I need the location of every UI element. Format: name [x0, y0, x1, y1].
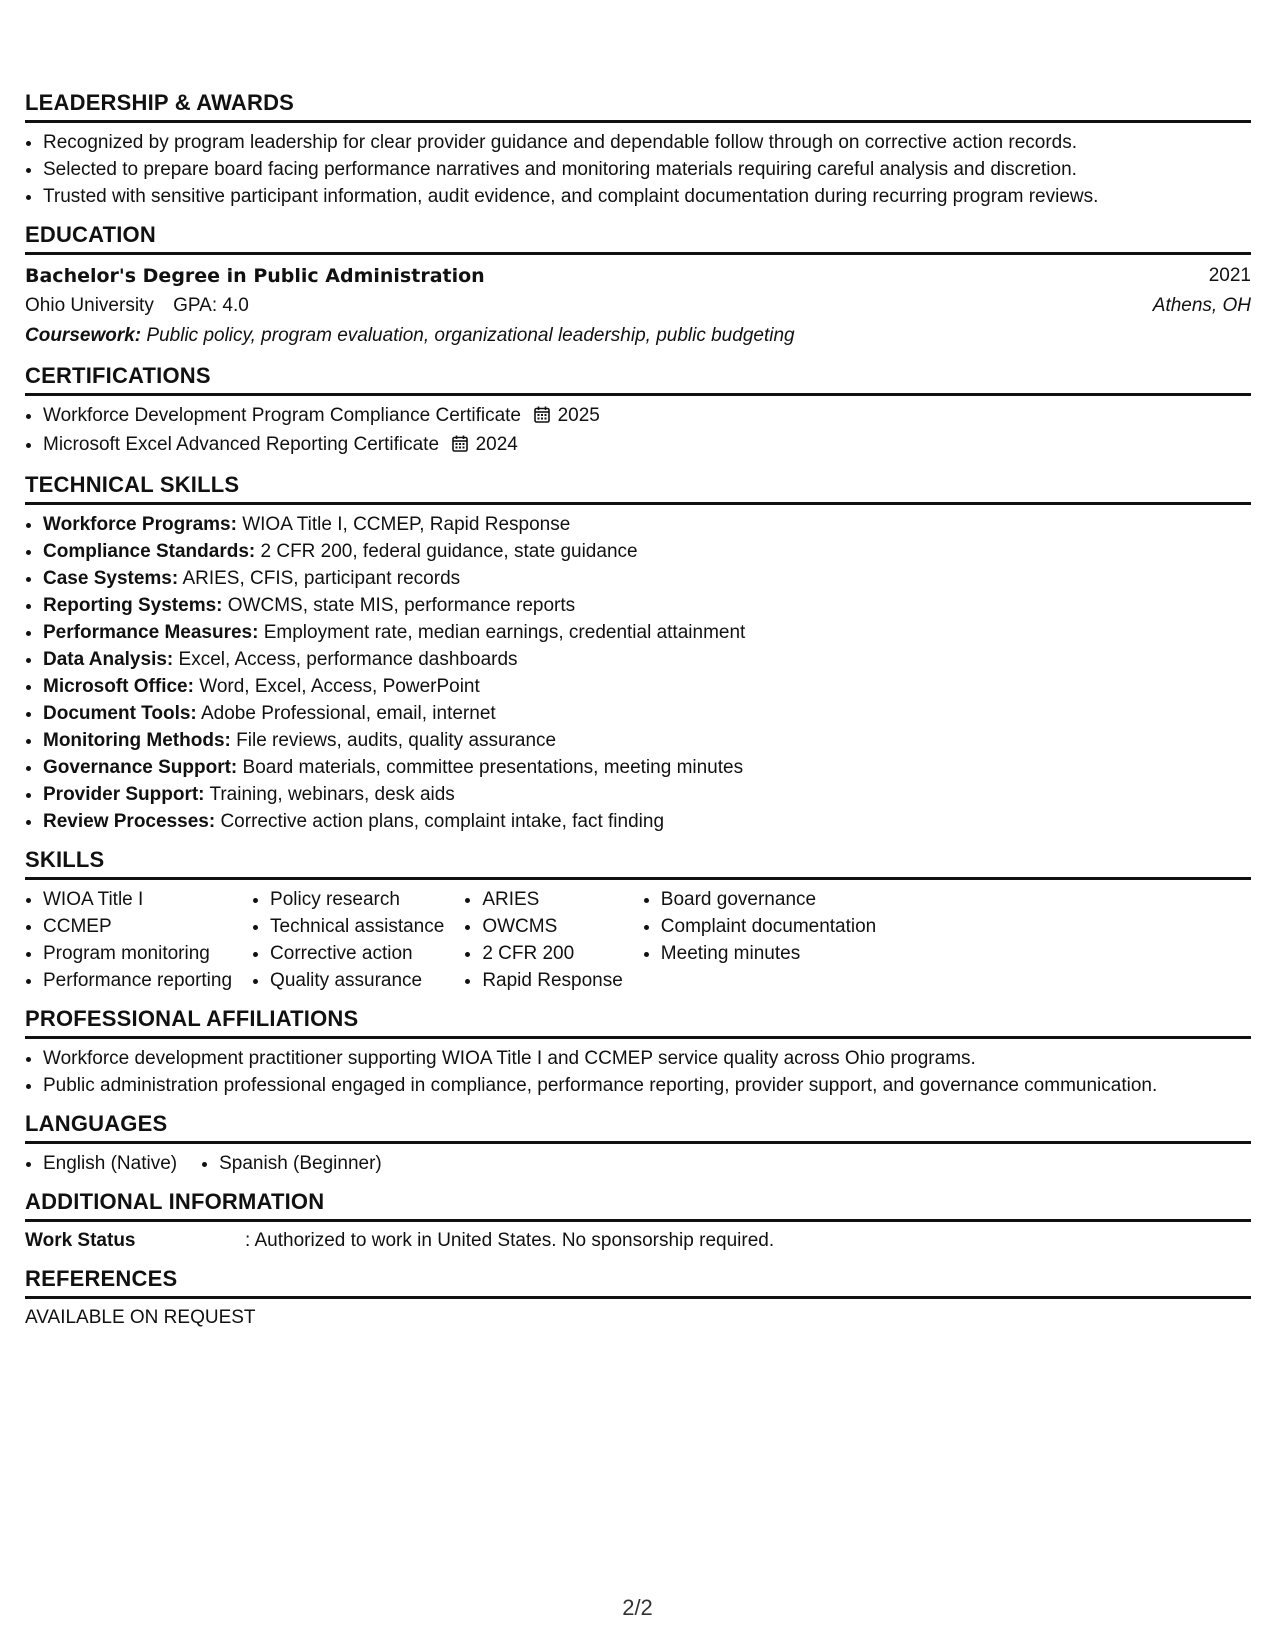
- list-item: • Trusted with sensitive participant information, audit evidence, and complaint documentation during recurring program reviews.: [43, 183, 1251, 210]
- skill-label: Governance Support:: [43, 757, 238, 778]
- list-item: • Workforce development practitioner supporting WIOA Title I and CCMEP service quality across Ohio programs.: [43, 1045, 1251, 1072]
- skill-value: Corrective action plans, complaint intake, fact finding: [220, 811, 665, 832]
- list-item: [43, 619, 1251, 646]
- certification-year: 2025: [557, 405, 600, 426]
- list-item: [43, 592, 1251, 619]
- education-school-row: [25, 291, 1251, 321]
- list-item: • WIOA Title I: [43, 886, 232, 913]
- skill-value: WIOA Title I, CCMEP, Rapid Response: [242, 514, 571, 535]
- skill-value: 2 CFR 200, federal guidance, state guidance: [260, 541, 638, 562]
- skills-column: [252, 886, 444, 994]
- certifications-section: [25, 363, 1251, 460]
- list-item: • Meeting minutes: [661, 940, 876, 967]
- list-item: [43, 754, 1251, 781]
- skill-value: Excel, Access, performance dashboards: [178, 649, 518, 670]
- language-column: [25, 1150, 177, 1177]
- list-item: • Quality assurance: [270, 967, 444, 994]
- list-item: • English (Native): [43, 1150, 177, 1177]
- skill-value: Employment rate, median earnings, credential attainment: [263, 622, 746, 643]
- coursework-label: Coursework:: [25, 325, 142, 346]
- certifications-list: [25, 402, 1251, 460]
- calendar-icon: [534, 404, 550, 431]
- section-title-technical-skills: TECHNICAL SKILLS: [25, 472, 1251, 505]
- list-item: • Program monitoring: [43, 940, 232, 967]
- list-item: • Recognized by program leadership for clear provider guidance and dependable follow through on corrective action records.: [43, 129, 1251, 156]
- skill-label: Data Analysis:: [43, 649, 174, 670]
- certification-item: [43, 402, 1251, 431]
- skills-column: [643, 886, 876, 994]
- section-title-affiliations: PROFESSIONAL AFFILIATIONS: [25, 1006, 1251, 1039]
- list-item: • Technical assistance: [270, 913, 444, 940]
- skill-value: Board materials, committee presentations, meeting minutes: [242, 757, 744, 778]
- skill-value: Adobe Professional, email, internet: [201, 703, 496, 724]
- education-year: 2021: [1208, 265, 1251, 286]
- section-title-languages: LANGUAGES: [25, 1111, 1251, 1144]
- list-item: • ARIES: [482, 886, 622, 913]
- list-item: • Performance reporting: [43, 967, 232, 994]
- list-item: • Public administration professional engaged in compliance, performance reporting, provider support, and governance communication.: [43, 1072, 1251, 1099]
- list-item: [43, 808, 1251, 835]
- skill-label: Performance Measures:: [43, 622, 259, 643]
- skill-label: Compliance Standards:: [43, 541, 256, 562]
- technical-skills-section: [25, 472, 1251, 835]
- list-item: [43, 727, 1251, 754]
- affiliations-section: [25, 1006, 1251, 1099]
- calendar-icon: [452, 433, 468, 460]
- list-item: • Spanish (Beginner): [219, 1150, 382, 1177]
- skill-label: Review Processes:: [43, 811, 216, 832]
- certification-year: 2024: [475, 434, 518, 455]
- education-gpa: GPA: 4.0: [173, 295, 249, 316]
- language-column: [201, 1150, 382, 1177]
- list-item: [43, 511, 1251, 538]
- skills-grid: [25, 886, 1251, 994]
- certification-name: Workforce Development Program Compliance Certificate: [43, 405, 521, 426]
- list-item: • 2 CFR 200: [482, 940, 622, 967]
- list-item: • CCMEP: [43, 913, 232, 940]
- list-item: [43, 673, 1251, 700]
- skill-label: Monitoring Methods:: [43, 730, 231, 751]
- leadership-section: [25, 90, 1251, 210]
- skill-label: Reporting Systems:: [43, 595, 223, 616]
- technical-skills-list: [25, 511, 1251, 835]
- education-header-row: [25, 261, 1251, 291]
- skill-label: Document Tools:: [43, 703, 197, 724]
- leadership-list: [25, 129, 1251, 210]
- list-item: • OWCMS: [482, 913, 622, 940]
- skill-label: Case Systems:: [43, 568, 179, 589]
- affiliations-list: [25, 1045, 1251, 1099]
- section-title-leadership: LEADERSHIP & AWARDS: [25, 90, 1251, 123]
- education-degree: Bachelor's Degree in Public Administration: [25, 265, 485, 287]
- section-title-education: EDUCATION: [25, 222, 1251, 255]
- references-text: AVAILABLE ON REQUEST: [25, 1307, 256, 1328]
- references-section: [25, 1266, 1251, 1331]
- resume-page: [25, 90, 1251, 1343]
- work-status-row: [25, 1228, 1251, 1254]
- section-title-skills: SKILLS: [25, 847, 1251, 880]
- list-item: • Policy research: [270, 886, 444, 913]
- languages-section: [25, 1111, 1251, 1177]
- list-item: [43, 646, 1251, 673]
- education-location: Athens, OH: [1152, 295, 1251, 316]
- list-item: • Board governance: [661, 886, 876, 913]
- education-school: Ohio University: [25, 295, 154, 316]
- coursework-text: Public policy, program evaluation, organizational leadership, public budgeting: [146, 325, 795, 346]
- skill-value: Word, Excel, Access, PowerPoint: [199, 676, 480, 697]
- languages-list: [25, 1150, 1251, 1177]
- work-status-value: : Authorized to work in United States. No sponsorship required.: [245, 1230, 775, 1251]
- list-item: [43, 565, 1251, 592]
- certification-item: [43, 431, 1251, 460]
- section-title-certifications: CERTIFICATIONS: [25, 363, 1251, 396]
- list-item: [43, 538, 1251, 565]
- skill-value: OWCMS, state MIS, performance reports: [227, 595, 576, 616]
- list-item: [43, 700, 1251, 727]
- skill-label: Workforce Programs:: [43, 514, 237, 535]
- list-item: • Corrective action: [270, 940, 444, 967]
- work-status-label: Work Status: [25, 1230, 136, 1251]
- list-item: • Selected to prepare board facing performance narratives and monitoring materials requiring careful analysis and discretion.: [43, 156, 1251, 183]
- section-title-additional-info: ADDITIONAL INFORMATION: [25, 1189, 1251, 1222]
- page-number: 2/2: [622, 1595, 653, 1620]
- list-item: • Complaint documentation: [661, 913, 876, 940]
- education-school-group: [25, 291, 249, 321]
- skills-column: [464, 886, 622, 994]
- certification-name: Microsoft Excel Advanced Reporting Certificate: [43, 434, 440, 455]
- list-item: [43, 781, 1251, 808]
- skill-label: Provider Support:: [43, 784, 205, 805]
- section-title-references: REFERENCES: [25, 1266, 1251, 1299]
- skill-value: File reviews, audits, quality assurance: [236, 730, 557, 751]
- skills-column: [25, 886, 232, 994]
- skill-label: Microsoft Office:: [43, 676, 194, 697]
- skill-value: ARIES, CFIS, participant records: [182, 568, 461, 589]
- skills-section: [25, 847, 1251, 994]
- skill-value: Training, webinars, desk aids: [209, 784, 455, 805]
- list-item: • Rapid Response: [482, 967, 622, 994]
- education-section: [25, 222, 1251, 351]
- additional-info-section: [25, 1189, 1251, 1254]
- education-coursework: [25, 321, 1251, 351]
